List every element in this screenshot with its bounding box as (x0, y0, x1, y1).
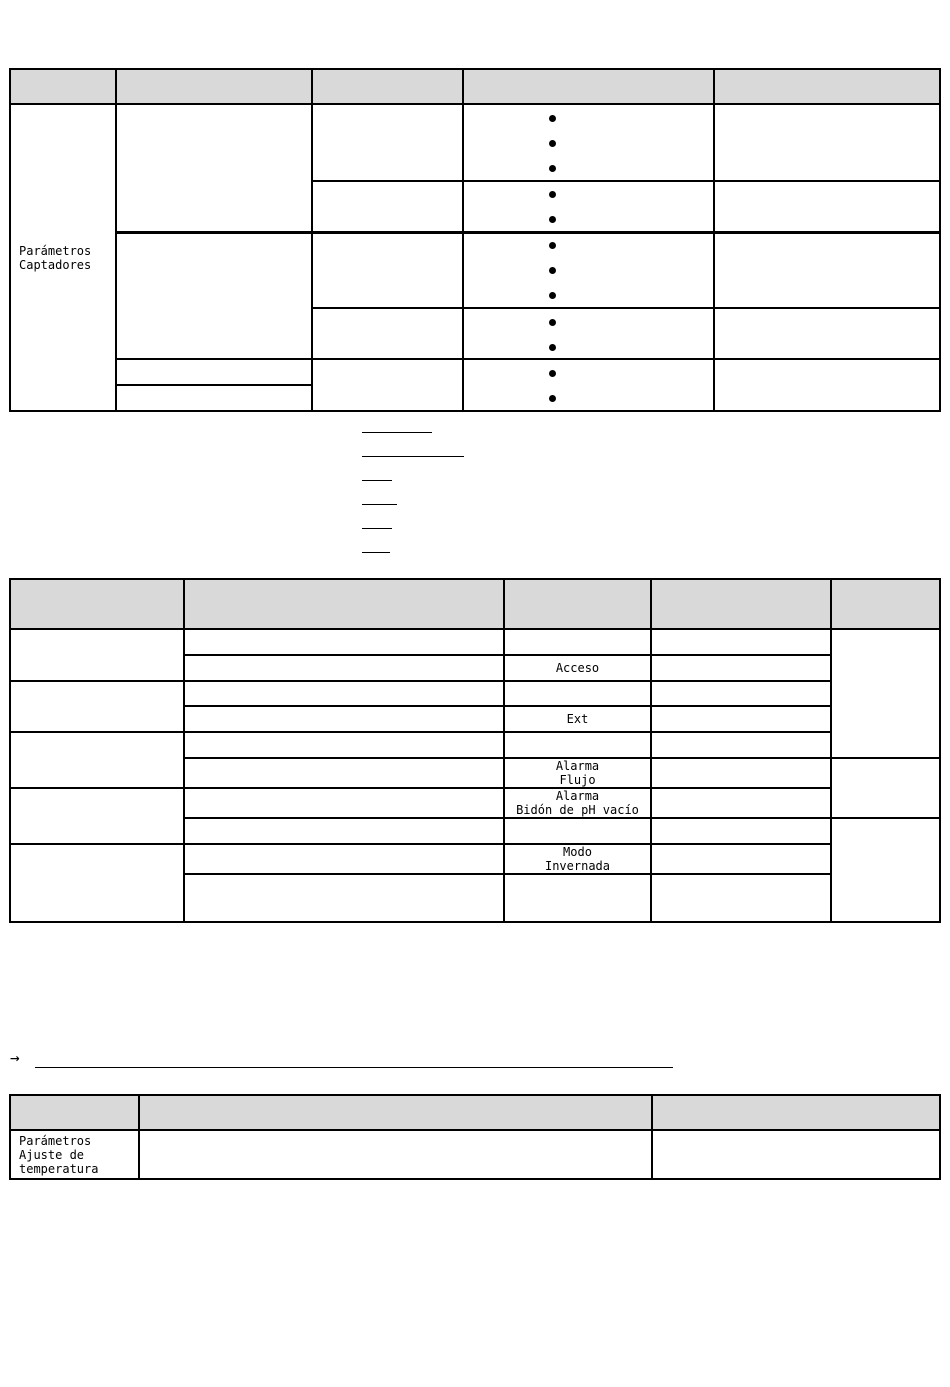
t2-cell (183, 787, 505, 819)
t1-subgroup-cell (311, 307, 464, 360)
bullet-icon (549, 292, 556, 299)
t2-cell (183, 817, 505, 845)
underline-mark (362, 456, 464, 457)
t2-cell (183, 654, 505, 682)
t3-cell (138, 1129, 653, 1180)
t3-header-cell (9, 1094, 140, 1131)
t2-group-cell (9, 628, 185, 682)
t1-subgroup-cell (311, 180, 464, 234)
t1-header-cell (713, 68, 941, 105)
t1-value-cell (713, 358, 941, 412)
t2-cell (183, 731, 505, 759)
t3-header-cell (138, 1094, 653, 1131)
t2-cell-text: Alarma Bidón de pH vacío (516, 789, 639, 817)
t2-header-cell (9, 578, 185, 630)
t2-header-cell (503, 578, 652, 630)
t1-subgroup-cell (311, 103, 464, 182)
t2-cell-text: Alarma Flujo (555, 759, 600, 787)
t2-cell (503, 680, 652, 707)
t2-cell (650, 654, 832, 682)
t2-group-cell (9, 680, 185, 733)
t2-cell (183, 873, 505, 923)
bullet-icon (549, 267, 556, 274)
t1-value-cell (713, 307, 941, 360)
t2-cell (503, 817, 652, 845)
t3-row-label: Parámetros Ajuste de temperatura (19, 1134, 99, 1176)
t2-cell (650, 731, 832, 759)
bullet-icon (549, 395, 556, 402)
t2-cell (650, 705, 832, 733)
t1-options-cell (462, 231, 715, 309)
t2-header-cell (830, 578, 941, 630)
t2-cell (650, 873, 832, 923)
bullet-icon (549, 216, 556, 223)
t2-cell-text: Ext (566, 712, 589, 726)
underline-mark (362, 504, 397, 505)
t2-cell-text: Modo Invernada (544, 845, 611, 873)
t1-options-cell (462, 103, 715, 182)
t1-section-label: Parámetros Captadores (19, 244, 92, 272)
t1-group-cell (115, 358, 313, 386)
t1-subgroup-cell (311, 231, 464, 309)
t1-subgroup-cell (311, 358, 464, 412)
bullet-icon (549, 370, 556, 377)
t2-cell (503, 731, 652, 759)
underline-mark (35, 1067, 673, 1068)
bullet-icon (549, 319, 556, 326)
t2-cell (183, 843, 505, 875)
t2-cell (650, 817, 832, 845)
t1-options-cell (462, 180, 715, 234)
underline-mark (362, 432, 432, 433)
t1-group-cell (115, 103, 313, 234)
t2-group-cell (9, 787, 185, 845)
underline-mark (362, 480, 392, 481)
bullet-icon (549, 115, 556, 122)
t2-group-cell (9, 731, 185, 789)
t3-cell (651, 1129, 941, 1180)
t2-cell (183, 680, 505, 707)
t1-options-cell (462, 307, 715, 360)
t3-header-cell (651, 1094, 941, 1131)
t1-value-cell (713, 231, 941, 309)
t2-cell (503, 628, 652, 656)
t1-group-cell (115, 384, 313, 412)
t2-side-cell (830, 628, 941, 759)
t1-group-cell (115, 231, 313, 360)
t2-group-cell (9, 843, 185, 923)
bullet-icon (549, 344, 556, 351)
t2-cell (650, 757, 832, 789)
underline-mark (362, 528, 392, 529)
t2-cell (503, 873, 652, 923)
t2-cell (183, 628, 505, 656)
t1-value-cell (713, 180, 941, 234)
arrow-right-icon: → (10, 1048, 20, 1067)
bullet-icon (549, 165, 556, 172)
t2-side-cell (830, 757, 941, 819)
t2-cell (650, 680, 832, 707)
t1-header-cell (311, 68, 464, 105)
t1-header-cell (9, 68, 117, 105)
bullet-icon (549, 191, 556, 198)
t1-value-cell (713, 103, 941, 182)
t1-options-cell (462, 358, 715, 412)
t2-cell-text: Acceso (555, 661, 600, 675)
underline-mark (362, 552, 390, 553)
t2-cell (650, 843, 832, 875)
bullet-icon (549, 242, 556, 249)
t2-cell (650, 628, 832, 656)
t2-header-cell (650, 578, 832, 630)
t2-cell (650, 787, 832, 819)
t2-side-cell (830, 817, 941, 923)
t2-cell (183, 757, 505, 789)
t1-header-cell (462, 68, 715, 105)
bullet-icon (549, 140, 556, 147)
t1-header-cell (115, 68, 313, 105)
t2-cell (183, 705, 505, 733)
t2-header-cell (183, 578, 505, 630)
